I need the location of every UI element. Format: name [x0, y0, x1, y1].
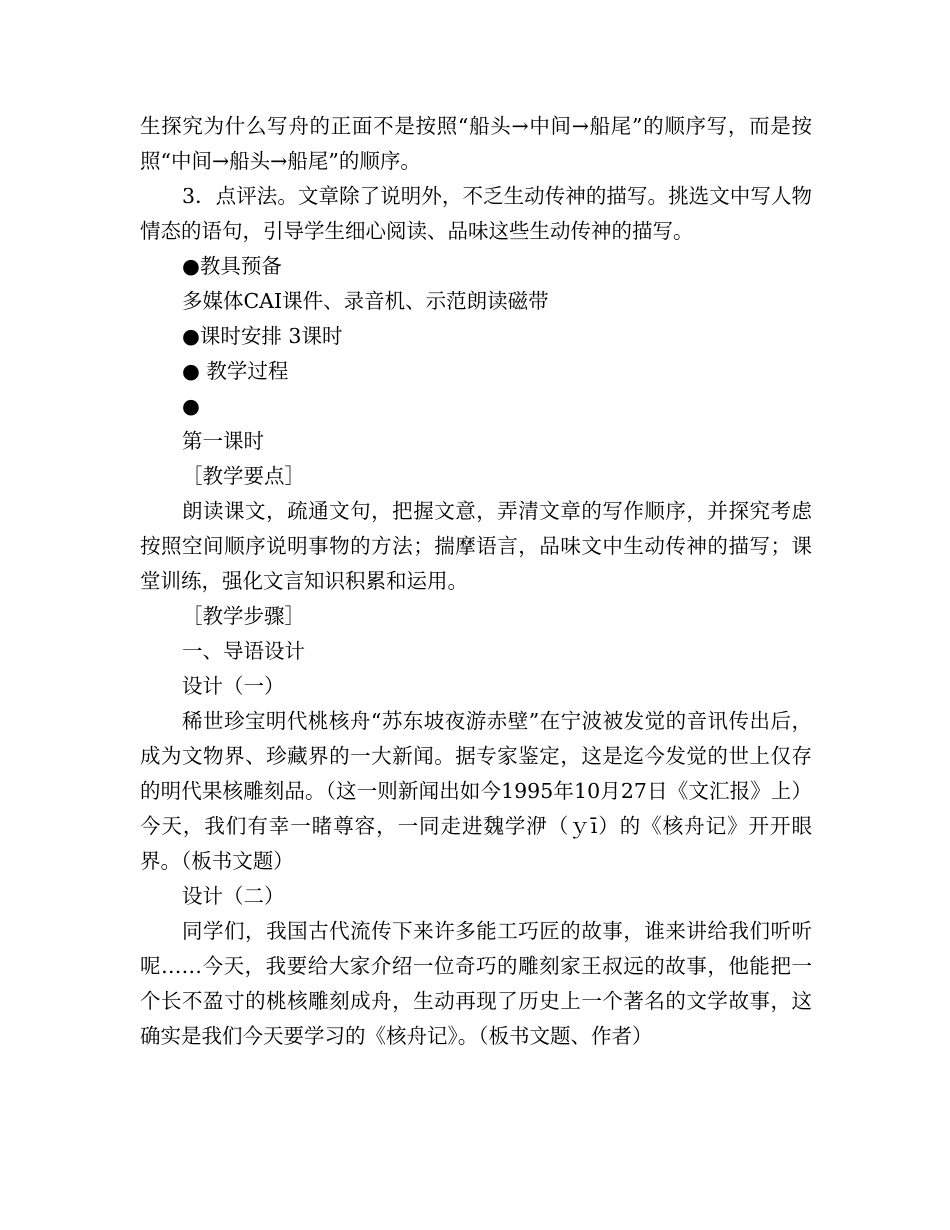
intro-design-heading: 一、导语设计 — [182, 639, 305, 663]
document-page — [140, 109, 812, 1054]
lesson-one-heading: 第一课时 — [182, 429, 264, 453]
teaching-points-text: 朗读课文，疏通文句，把握文意，弄清文章的写作顺序，并探究考虑按照空间顺序说明事物的方法；揣摩语言，品味文中生动传神的描写；课堂训练，强化文言知识积累和运用。 — [140, 499, 812, 593]
bullet-line: ● — [182, 394, 200, 418]
section-teaching-process: ● 教学过程 — [182, 359, 289, 383]
design-one-heading: 设计（一） — [182, 674, 285, 698]
teaching-steps-heading: ［教学步骤］ — [182, 604, 305, 628]
design-two-text: 同学们，我国古代流传下来许多能工巧匠的故事，谁来讲给我们听听呢……今天，我要给大家介绍一位奇巧的雕刻家王叔远的故事，他能把一个长不盈寸的桃核雕刻成舟，生动再现了历史上一个著名的文学故事，这确实是我们今天要学习的《核舟记》。（板书文题、作者） — [140, 919, 812, 1048]
section-teaching-aids: ●教具预备 — [182, 254, 282, 278]
section-class-hours: ●课时安排 3课时 — [182, 324, 343, 348]
design-one-text: 稀世珍宝明代桃核舟“苏东坡夜游赤壁”在宁波被发觉的音讯传出后，成为文物界、珍藏界的一大新闻。据专家鉴定，这是迄今发觉的世上仅存的明代果核雕刻品。（这一则新闻出如今1995年10月27日《文汇报》上）今天，我们有幸一睹尊容，一同走进魏学洢（ｙī）的《核舟记》开开眼界。（板书文题） — [140, 709, 812, 873]
paragraph-2: 3．点评法。文章除了说明外，不乏生动传神的描写。挑选文中写人物情态的语句，引导学生细心阅读、品味这些生动传神的描写。 — [140, 184, 812, 243]
design-two-heading: 设计（二） — [182, 884, 285, 908]
paragraph-1: 生探究为什么写舟的正面不是按照“船头→中间→船尾”的顺序写，而是按照“中间→船头→船尾”的顺序。 — [140, 114, 812, 173]
teaching-aids-list: 多媒体CAI课件、录音机、示范朗读磁带 — [182, 289, 549, 313]
teaching-points-heading: ［教学要点］ — [182, 464, 305, 488]
